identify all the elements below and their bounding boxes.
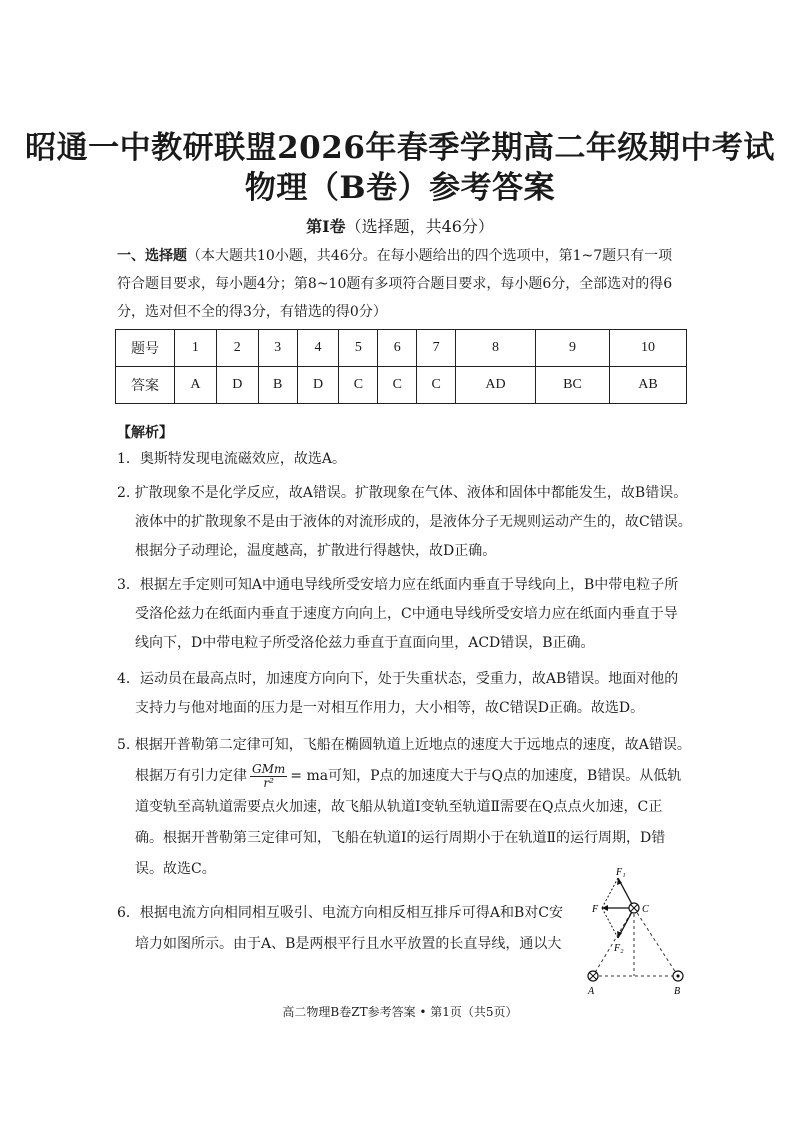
label-F2: F₂ [614,943,624,954]
dot-mark [676,974,679,977]
exam-subtitle: 物理（B卷）参考答案 [244,170,556,206]
analysis-line: 误。故选C。 [135,861,216,877]
analysis-q1 [117,445,346,474]
analysis-line: 2. 扩散现象不是化学反应，故A错误。扩散现象在气体、液体和固体中都能发生，故B错误。 [117,485,688,501]
answer-table-answer-row [116,367,687,404]
table-cell: AD [456,367,536,404]
analysis-line: 确。根据开普勒第三定律可知，飞船在轨道Ⅰ的运行周期小于在轨道Ⅱ的运行周期，D错 [135,830,666,846]
table-cell: A [175,367,217,404]
table-cell: C [339,367,378,404]
analysis-text: 根据万有引力定律 [135,768,247,784]
section-heading-bold: 第Ⅰ卷 [306,217,346,236]
table-cell: 2 [216,330,258,367]
table-cell: B [258,367,297,404]
analysis-line: 4．运动员在最高点时，加速度方向向下，处于失重状态，受重力，故AB错误。地面对他的 [117,671,679,687]
exam-title: 昭通一中教研联盟2026年春季学期高二年级期中考试 [25,130,775,166]
parallelogram-edge [602,878,618,908]
table-cell: 9 [535,330,609,367]
label-C: C [642,904,649,915]
analysis-line: 6．根据电流方向相同相互吸引、电流方向相反相互排斥可得A和B对C安 [117,905,564,921]
analysis-q5 [117,730,691,885]
analysis-line: 1．奥斯特发现电流磁效应，故选A。 [117,451,347,467]
analysis-line: 3．根据左手定则可知A中通电导线所受安培力应在纸面内垂直于导线向上，B中带电粒子所 [117,577,679,593]
table-header-cell: 答案 [116,367,175,404]
analysis-line [117,761,691,792]
label-F: F [592,904,599,915]
gravity-fraction [250,763,287,790]
section-heading-rest: （选择题，共46分） [345,217,494,236]
analysis-line: 支持力与他对地面的压力是一对相互作用力，大小相等，故C错误D正确。故选D。 [135,700,645,716]
analysis-line: 受洛伦兹力在纸面内垂直于速度方向向上，C中通电导线所受安培力应在纸面内垂直于导 [135,606,678,622]
force-diagram-svg [578,868,708,1008]
analysis-q4 [117,665,678,723]
table-cell: D [297,367,339,404]
table-cell: D [216,367,258,404]
analysis-q3 [117,571,678,658]
fraction-denominator: r² [263,775,274,790]
label-B: B [674,986,681,997]
table-cell: C [378,367,417,404]
page-footer: 高二物理B卷ZT参考答案 • 第1页（共5页） [282,1005,518,1019]
analysis-line: 道变轨至高轨道需要点火加速，故飞船从轨道Ⅰ变轨至轨道Ⅱ需要在Q点点火加速，C正 [135,799,663,815]
arrowhead [602,905,608,911]
analysis-line: 根据分子动理论，温度越高，扩散进行得越快，故D正确。 [135,543,497,559]
answer-table-number-row [116,330,687,367]
analysis-q2 [117,479,692,566]
table-cell: 10 [610,330,687,367]
analysis-line: 培力如图所示。由于A、B是两根平行且水平放置的长直导线，通以大 [135,936,562,952]
intro-line: 分，选对但不全的得3分，有错选的得0分） [117,304,387,320]
parallelogram-edge [602,908,618,938]
table-cell: 8 [456,330,536,367]
intro-label: 一、选择题 [117,248,187,264]
dashed-guide [634,908,678,976]
question-intro [117,242,687,326]
analysis-line: 液体中的扩散现象不是由于液体的对流形成的，是液体分子无规则运动产生的，故C错误。 [135,514,692,530]
table-cell: 4 [297,330,339,367]
analysis-line: 线向下，D中带电粒子所受洛伦兹力垂直于直面向里，ACD错误，B正确。 [135,635,595,651]
force-diagram [578,868,708,1012]
answer-table [115,329,687,404]
section-heading [0,214,800,237]
fraction-numerator: GMm [252,761,286,776]
intro-line: 符合题目要求，每小题4分；第8~10题有多项符合题目要求，每小题6分，全部选对的得6 [117,276,673,292]
table-cell: 1 [175,330,217,367]
table-cell: 3 [258,330,297,367]
analysis-label: 【解析】 [117,425,173,441]
table-cell: 5 [339,330,378,367]
table-cell: AB [610,367,687,404]
analysis-line: 5. 根据开普勒第二定律可知，飞船在椭圆轨道上近地点的速度大于远地点的速度，故A错误。 [117,737,691,753]
analysis-text: = ma可知，P点的加速度大于与Q点的加速度，B错误。从低轨 [290,768,682,784]
table-header-cell: 题号 [116,330,175,367]
intro-line: （本大题共10小题，共46分。在每小题给出的四个选项中，第1~7题只有一项 [187,248,673,264]
label-F1: F₁ [616,868,626,878]
analysis-q6 [117,898,563,960]
table-cell: BC [535,367,609,404]
table-cell: 6 [378,330,417,367]
label-A: A [588,986,595,997]
table-cell: 7 [417,330,456,367]
table-cell: C [417,367,456,404]
